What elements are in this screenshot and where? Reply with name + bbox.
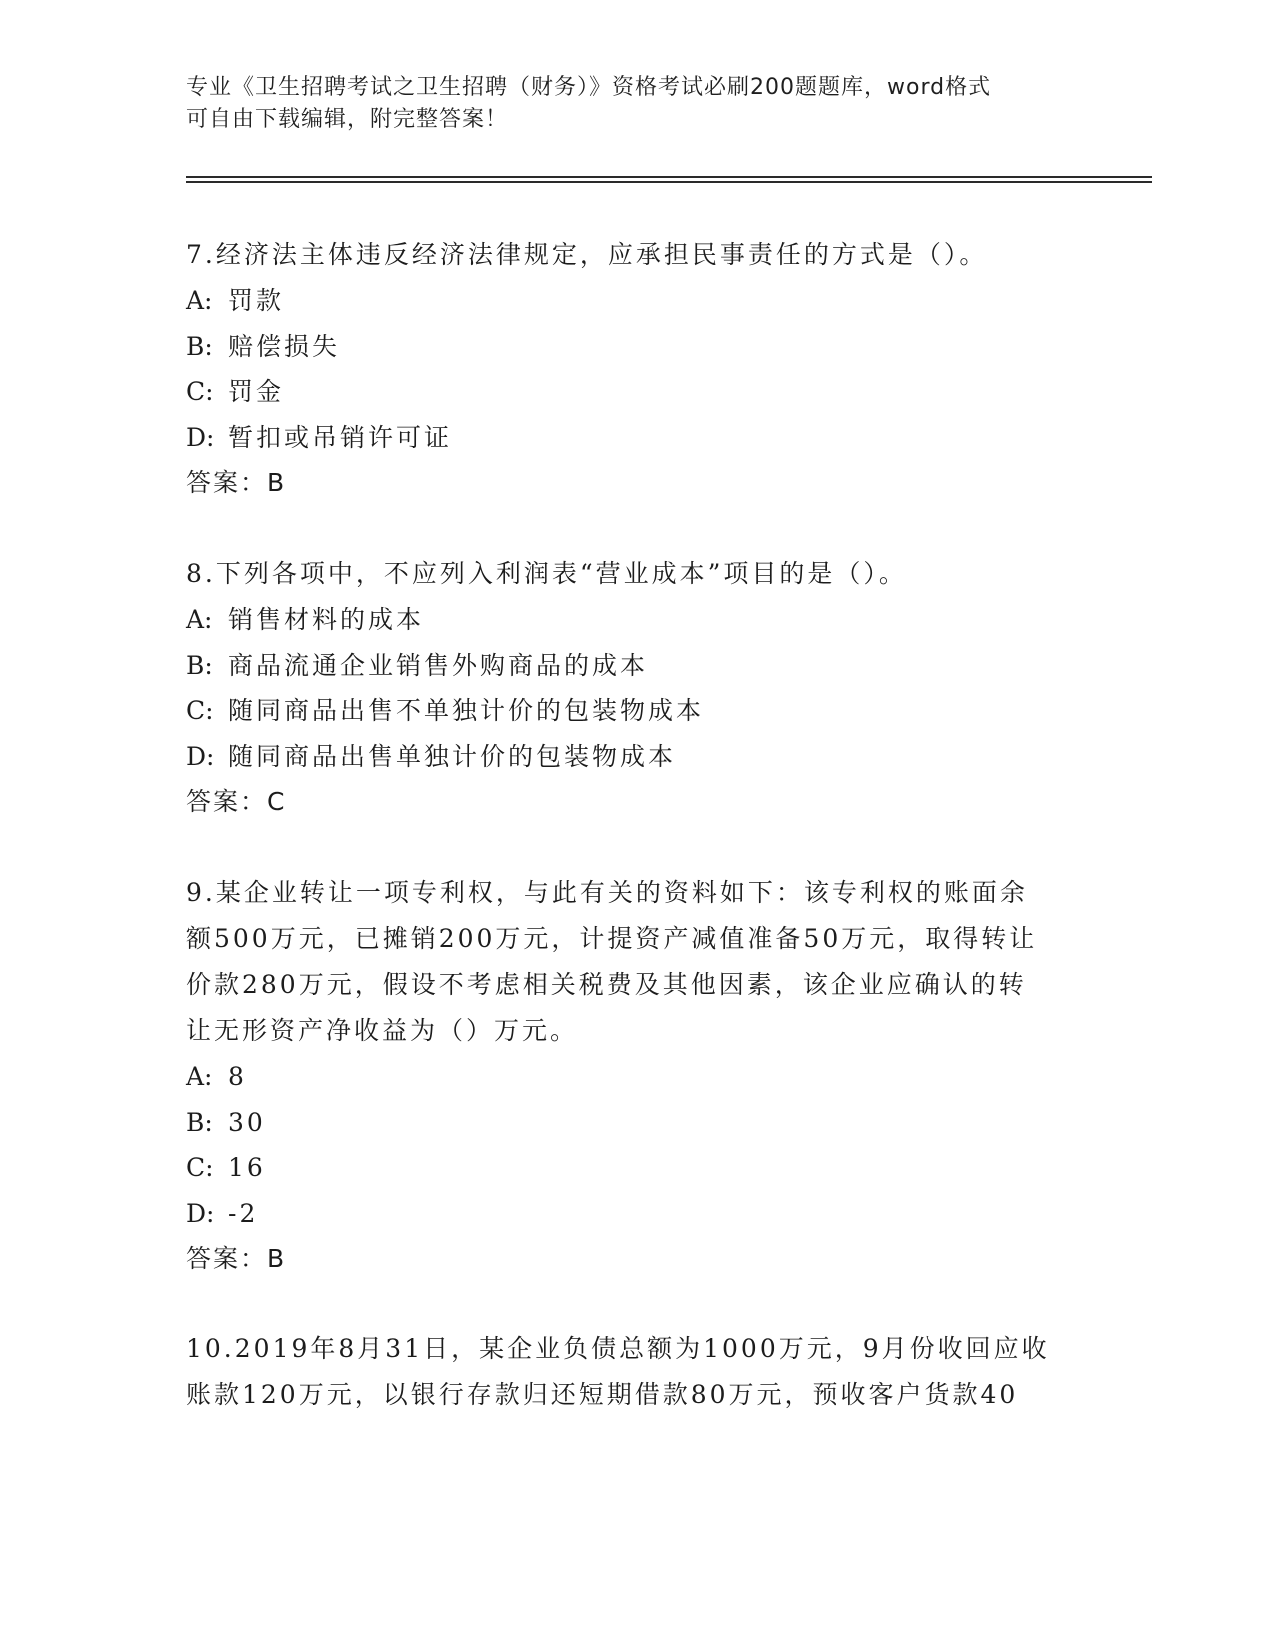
option-letter: D: — [186, 741, 215, 771]
answer-line: 答案：B — [186, 468, 287, 497]
option-d — [186, 415, 1086, 461]
question-stem-line: 额500万元，已摊销200万元，计提资产减值准备50万元，取得转让 — [186, 924, 1038, 953]
answer-line: 答案：B — [186, 1244, 287, 1273]
option-text: 8 — [228, 1062, 247, 1091]
option-text: 销售材料的成本 — [228, 605, 425, 634]
option-letter: B: — [186, 1107, 213, 1137]
option-d — [186, 1191, 1086, 1237]
option-text: 30 — [228, 1107, 266, 1137]
question-stem-line: 价款280万元，假设不考虑相关税费及其他因素，该企业应确认的转 — [186, 970, 1027, 999]
option-text: 暂扣或吊销许可证 — [228, 422, 453, 452]
option-text: 随同商品出售单独计价的包装物成本 — [228, 741, 677, 771]
question-stem-line: 账款120万元，以银行存款归还短期借款80万元，预收客户货款40 — [186, 1380, 1019, 1409]
question-7 — [186, 232, 1086, 505]
option-letter: C: — [186, 1153, 214, 1182]
document-header — [186, 72, 1086, 136]
option-text: 商品流通企业销售外购商品的成本 — [228, 650, 649, 680]
question-9 — [186, 870, 1086, 1281]
option-text: 赔偿损失 — [228, 331, 341, 361]
option-text: 罚金 — [228, 377, 285, 406]
question-stem-line: 9.某企业转让一项专利权，与此有关的资料如下：该专利权的账面余 — [186, 878, 1028, 907]
option-letter: A: — [186, 1062, 213, 1091]
option-a — [186, 278, 1086, 324]
option-c — [186, 369, 1086, 415]
header-line-2: 可自由下载编辑，附完整答案！ — [186, 107, 509, 132]
question-10 — [186, 1326, 1086, 1418]
option-letter: C: — [186, 696, 214, 725]
option-b — [186, 1100, 1086, 1146]
option-letter: B: — [186, 650, 213, 680]
option-b — [186, 643, 1086, 689]
header-line-1: 专业《卫生招聘考试之卫生招聘（财务）》资格考试必刷200题题库，word格式 — [186, 75, 992, 100]
option-letter: D: — [186, 1198, 215, 1228]
option-letter: A: — [186, 605, 213, 634]
option-d — [186, 734, 1086, 780]
header-divider-bottom — [186, 181, 1152, 183]
answer-line: 答案：C — [186, 787, 287, 816]
option-text: -2 — [228, 1198, 259, 1228]
option-letter: C: — [186, 377, 214, 406]
question-stem: 7.经济法主体违反经济法律规定，应承担民事责任的方式是（）。 — [186, 240, 988, 269]
option-c — [186, 688, 1086, 734]
option-text: 16 — [228, 1153, 266, 1182]
option-a — [186, 1054, 1086, 1100]
header-divider-top — [186, 176, 1152, 178]
question-stem-line: 让无形资产净收益为（）万元。 — [186, 1016, 579, 1045]
option-a — [186, 597, 1086, 643]
option-b — [186, 324, 1086, 370]
question-stem-line: 10.2019年8月31日，某企业负债总额为1000万元，9月份收回应收 — [186, 1334, 1050, 1363]
option-letter: B: — [186, 331, 213, 361]
option-text: 罚款 — [228, 286, 285, 315]
option-letter: A: — [186, 286, 213, 315]
question-stem: 8.下列各项中，不应列入利润表“营业成本”项目的是（）。 — [186, 559, 907, 588]
option-letter: D: — [186, 422, 215, 452]
question-8 — [186, 551, 1086, 824]
option-c — [186, 1145, 1086, 1191]
option-text: 随同商品出售不单独计价的包装物成本 — [228, 696, 705, 725]
